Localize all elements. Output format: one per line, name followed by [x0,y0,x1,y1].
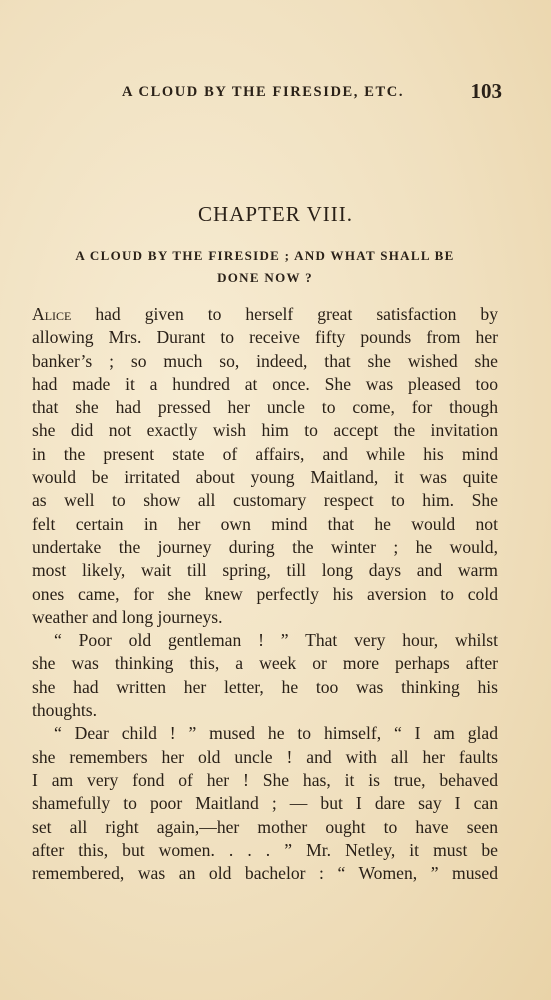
body-text [32,303,498,885]
chapter-subtitle-line: DONE NOW ? [217,270,313,285]
chapter-title: CHAPTER VIII. [198,202,353,226]
text-line: weather and long journeys. [32,606,223,627]
text-line: “ Dear child ! ” mused he to himself, “ I am glad [54,723,498,744]
text-line: remembered, was an old bachelor : “ Women, ” mused [32,863,498,884]
text-line: she remembers her old uncle ! and with all her faults [32,746,498,767]
text-line: would be irritated about young Maitland, it was quite [32,467,498,488]
text-line: she had written her letter, he too was thinking his [32,676,498,697]
running-head-title: A CLOUD BY THE FIRESIDE, ETC. [122,84,405,100]
text-line: felt certain in her own mind that he would not [32,513,498,534]
text-line: most likely, wait till spring, till long days and warm [32,560,498,581]
text-line: that she had pressed her uncle to come, for though [32,397,498,418]
text-line: had made it a hundred at once. She was pleased too [32,373,498,394]
text-line: set all right again,—her mother ought to have seen [32,816,498,837]
text-line: allowing Mrs. Durant to receive fifty pounds from her [32,327,498,348]
text-line: “ Poor old gentleman ! ” That very hour, whilst [54,630,498,651]
text-line: undertake the journey during the winter ; he would, [32,536,498,557]
text-line: shamefully to poor Maitland ; — but I dare say I can [32,793,498,814]
text-line: after this, but women. . . . ” Mr. Netley, it must be [32,839,498,860]
drop-word: Alice [32,304,72,324]
text-line: I am very fond of her ! She has, it is true, behaved [32,769,498,790]
text-line: thoughts. [32,700,98,721]
page-number: 103 [470,79,502,103]
text-line: in the present state of affairs, and while his mind [32,443,498,464]
text-line: she was thinking this, a week or more perhaps after [32,653,498,674]
text-line: she did not exactly wish him to accept the invitation [32,420,498,441]
chapter-subtitle-line: A CLOUD BY THE FIRESIDE ; AND WHAT SHALL BE [75,248,455,263]
running-head [32,80,502,106]
text-line: as well to show all customary respect to him. She [32,490,498,511]
text-line: ones came, for she knew perfectly his aversion to cold [32,583,498,604]
text-line: Alice had given to herself great satisfaction by [32,304,498,324]
text-line: banker’s ; so much so, indeed, that she wished she [32,350,498,371]
chapter-subtitle [32,245,498,289]
